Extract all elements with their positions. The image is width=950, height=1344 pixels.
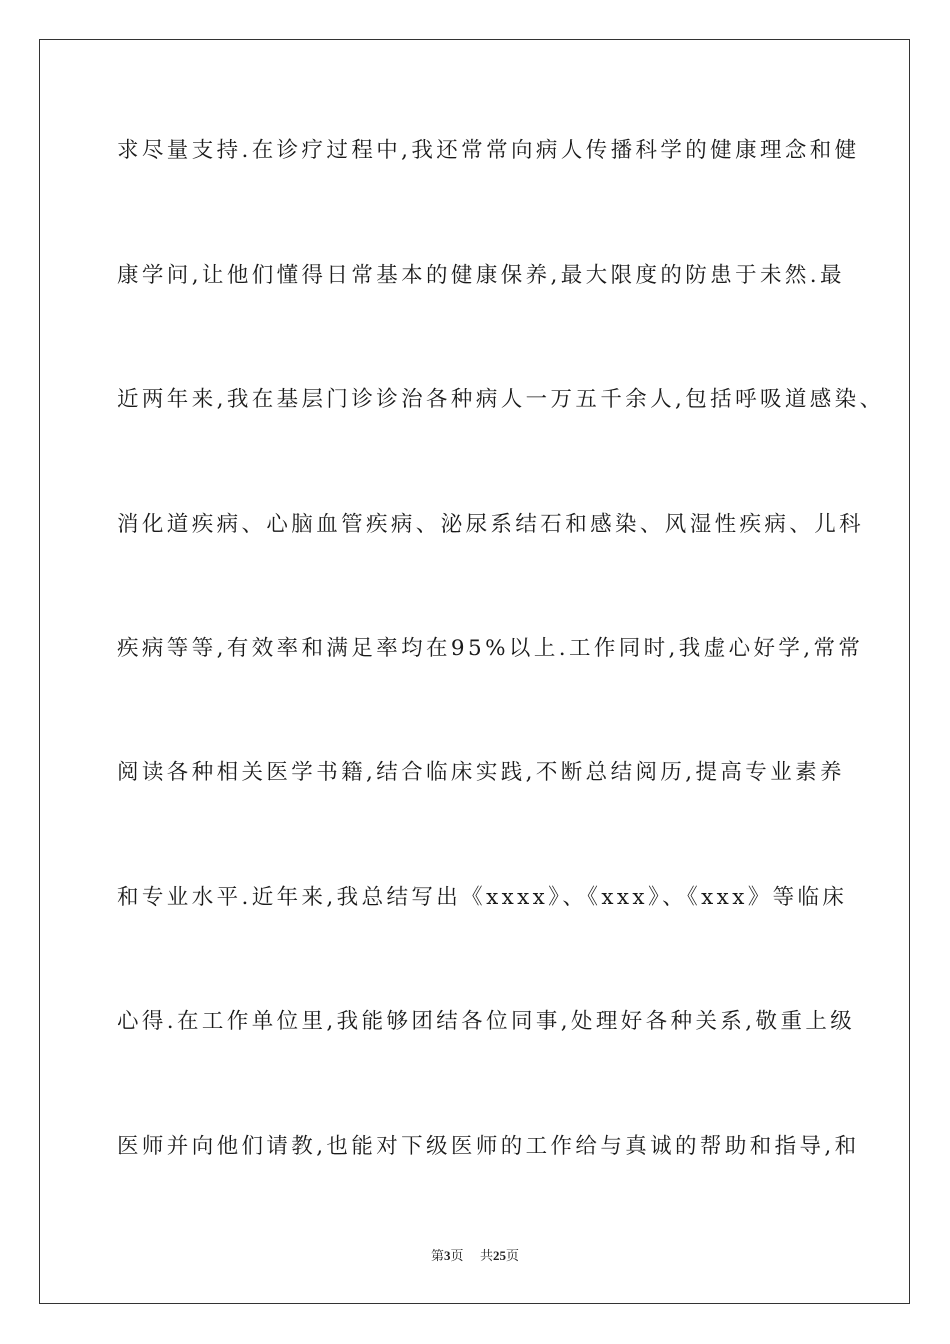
text-line: 近两年来,我在基层门诊诊治各种病人一万五千余人,包括呼吸道感染、	[117, 387, 885, 412]
page-prefix: 第	[430, 1249, 444, 1264]
text-line: 消化道疾病、心脑血管疾病、泌尿系结石和感染、风湿性疾病、儿科	[117, 512, 865, 537]
text-line: 心得.在工作单位里,我能够团结各位同事,处理好各种关系,敬重上级	[117, 1009, 856, 1034]
total-suffix: 页	[506, 1249, 520, 1264]
text-line: 阅读各种相关医学书籍,结合临床实践,不断总结阅历,提高专业素养	[117, 760, 845, 785]
page-footer	[0, 1247, 950, 1266]
text-line: 医师并向他们请教,也能对下级医师的工作给与真诚的帮助和指导,和	[117, 1134, 860, 1159]
text-line: 疾病等等,有效率和满足率均在95%以上.工作同时,我虚心好学,常常	[117, 636, 864, 661]
text-line: 康学问,让他们懂得日常基本的健康保养,最大限度的防患于未然.最	[117, 263, 845, 288]
page-number: 3	[443, 1248, 451, 1263]
page-suffix: 页	[450, 1249, 464, 1264]
page-border	[39, 39, 910, 1304]
text-line: 求尽量支持.在诊疗过程中,我还常常向病人传播科学的健康理念和健	[117, 138, 860, 163]
text-line: 和专业水平.近年来,我总结写出《xxxx》、《xxx》、《xxx》等临床	[117, 885, 848, 910]
total-prefix: 共	[480, 1249, 494, 1264]
total-pages: 25	[493, 1248, 507, 1263]
